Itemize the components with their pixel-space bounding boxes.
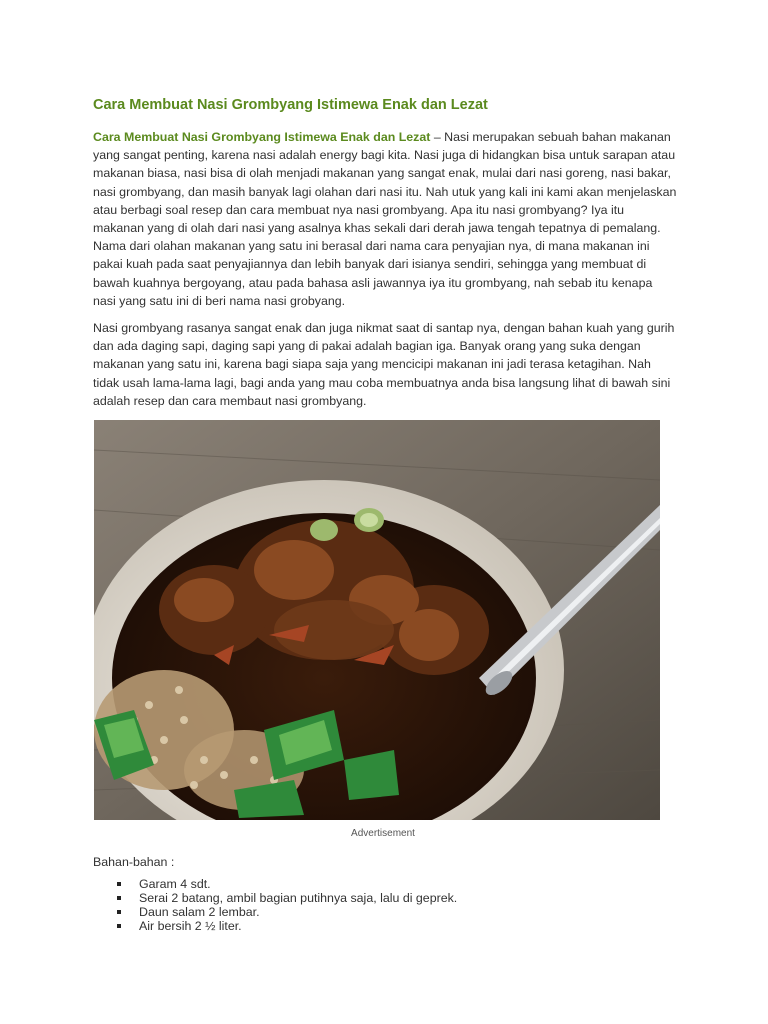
bullet-icon [117, 896, 121, 900]
bullet-icon [117, 910, 121, 914]
second-paragraph: Nasi grombyang rasanya sangat enak dan juga nikmat saat di santap nya, dengan bahan kuah yang gurih dan ada daging sapi, daging sapi yang di pakai adalah bagian iga. Banyak orang yang suka dengan makanan yang satu ini, karena bagi siapa saja yang mencicipi makanan ini jadi terasa ketagihan. Nah tidak usah lama-lama lagi, bagi anda yang mau coba membuatnya anda bisa langsung lihat di bawah sini adalah resep dan cara membaut nasi grombyang. [93, 321, 675, 408]
ingredient-text: Serai 2 batang, ambil bagian putihnya saja, lalu di geprek. [139, 891, 458, 906]
article-title: Cara Membuat Nasi Grombyang Istimewa Enak dan Lezat [93, 97, 488, 113]
ingredient-item [139, 891, 678, 905]
ingredients-heading: Bahan-bahan : [93, 855, 175, 870]
ingredient-text: Garam 4 sdt. [139, 877, 211, 892]
advertisement-label: Advertisement [351, 828, 415, 840]
ingredient-item [139, 919, 678, 933]
article [93, 96, 678, 933]
bullet-icon [117, 882, 121, 886]
intro-paragraph [93, 128, 678, 310]
ingredients-list [93, 877, 678, 933]
ingredient-text: Air bersih 2 ½ liter. [139, 919, 242, 934]
ingredient-item [139, 905, 678, 919]
ingredient-text: Daun salam 2 lembar. [139, 905, 260, 920]
intro-body-text: – Nasi merupakan sebuah bahan makanan yang sangat penting, karena nasi adalah energy bagi kita. Nasi juga di hidangkan bisa untuk sarapan atau makanan biasa, nasi bisa di olah menjadi makanan yang sangat enak, mulai dari nasi goreng, nasi bakar, nasi grombyang, dan masih banyak lagi olahan dari nasi itu. Nah utuk yang kali ini kami akan menjelaskan atau berbagi soal resep dan cara membuat nya nasi grombyang. Apa itu nasi grombyang? Iya itu makanan yang di olah dari nasi yang asalnya khas sekali dari derah jawa tengah tepatnya di pemalang. Nama dari olahan makanan yang satu ini berasal dari nama cara penyajian nya, di mana makanan ini pakai kuah pada saat penyajiannya dan lebih banyak dari isianya sendiri, sehingga yang membuat di bawah kuahnya bergoyang, atau pada bahasa asli jawannya iya itu grombyang, nah sebab itu kenapa nasi yang satu ini di beri nama nasi grobyang. [93, 130, 677, 308]
intro-lead-text: Cara Membuat Nasi Grombyang Istimewa Enak dan Lezat [93, 130, 431, 144]
ingredient-item [139, 877, 678, 891]
nasi-grombyang-photo [94, 420, 660, 820]
bullet-icon [117, 924, 121, 928]
